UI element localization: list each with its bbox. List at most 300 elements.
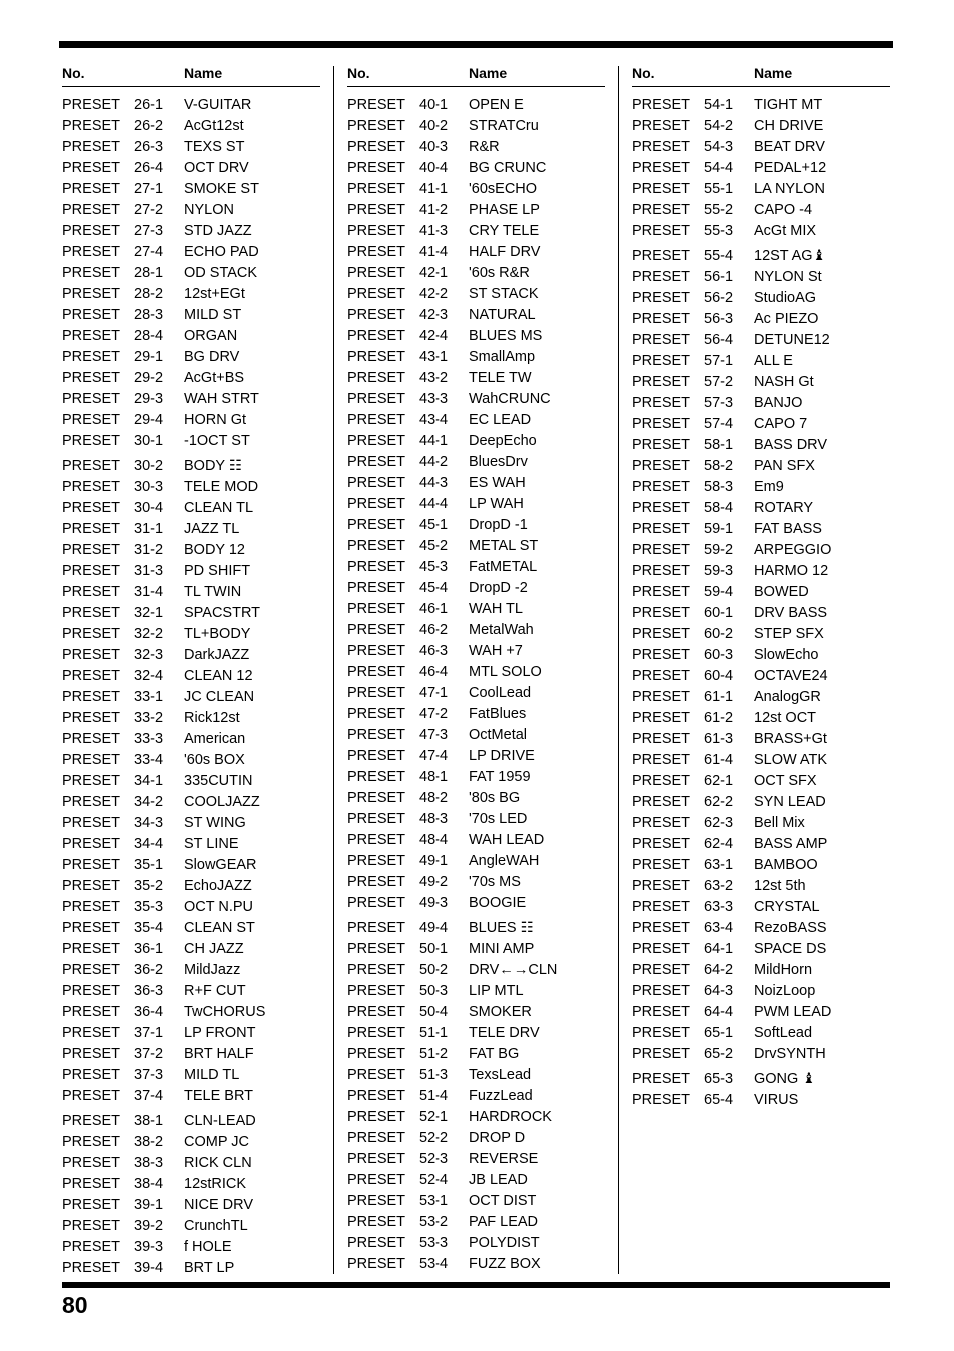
preset-row — [62, 1065, 320, 1086]
preset-row — [62, 540, 320, 561]
preset-bank: PRESET — [62, 710, 121, 726]
preset-row — [347, 620, 605, 641]
preset-name: BG CRUNC — [469, 160, 547, 176]
preset-bank: PRESET — [62, 1155, 121, 1171]
preset-number: 28-2 — [134, 286, 164, 302]
preset-number: 46-1 — [419, 601, 449, 617]
preset-bank: PRESET — [62, 181, 121, 197]
header-name: Name — [469, 65, 508, 81]
preset-bank: PRESET — [632, 563, 691, 579]
preset-row — [632, 498, 890, 519]
preset-number: 51-2 — [419, 1046, 449, 1062]
preset-row — [632, 414, 890, 435]
preset-name: BG DRV — [184, 349, 240, 365]
preset-name: SMOKE ST — [184, 181, 259, 197]
preset-number: 39-4 — [134, 1260, 164, 1276]
preset-number: 58-4 — [704, 500, 734, 516]
preset-row — [62, 410, 320, 431]
preset-name: TL TWIN — [184, 584, 242, 600]
preset-row — [632, 158, 890, 179]
preset-row — [62, 179, 320, 200]
preset-number: 38-4 — [134, 1176, 164, 1192]
preset-number: 60-4 — [704, 668, 734, 684]
preset-row — [62, 1258, 320, 1279]
preset-row — [347, 1023, 605, 1044]
preset-name: 12stRICK — [184, 1176, 247, 1192]
preset-name: HARMO 12 — [754, 563, 829, 579]
preset-name: 12st 5th — [754, 878, 806, 894]
preset-number: 53-1 — [419, 1193, 449, 1209]
column-divider — [618, 66, 619, 1274]
preset-row — [632, 897, 890, 918]
preset-row — [62, 771, 320, 792]
preset-row — [632, 876, 890, 897]
preset-row — [62, 1216, 320, 1237]
preset-row — [347, 893, 605, 914]
preset-number: 64-2 — [704, 962, 734, 978]
preset-number: 55-2 — [704, 202, 734, 218]
preset-bank: PRESET — [62, 458, 121, 474]
preset-name: ST WING — [184, 815, 246, 831]
preset-row — [62, 603, 320, 624]
preset-row — [632, 855, 890, 876]
preset-number: 50-2 — [419, 962, 449, 978]
preset-name: WAH TL — [469, 601, 523, 617]
preset-name: LP DRIVE — [469, 748, 535, 764]
preset-number: 50-1 — [419, 941, 449, 957]
preset-bank: PRESET — [347, 370, 406, 386]
preset-bank: PRESET — [347, 559, 406, 575]
preset-name: SPACSTRT — [184, 605, 261, 621]
preset-bank: PRESET — [347, 643, 406, 659]
preset-name: TELE BRT — [184, 1088, 254, 1104]
preset-number: 48-2 — [419, 790, 449, 806]
preset-bank: PRESET — [632, 920, 691, 936]
preset-name: JAZZ TL — [184, 521, 240, 537]
preset-row — [62, 1153, 320, 1174]
preset-row — [632, 137, 890, 158]
preset-row — [347, 515, 605, 536]
preset-list — [347, 95, 605, 1275]
preset-name: MILD ST — [184, 307, 242, 323]
preset-number: 32-2 — [134, 626, 164, 642]
preset-bank: PRESET — [347, 412, 406, 428]
preset-bank: PRESET — [62, 773, 121, 789]
preset-row — [347, 347, 605, 368]
preset-row — [632, 834, 890, 855]
preset-bank: PRESET — [347, 1214, 406, 1230]
preset-bank: PRESET — [347, 454, 406, 470]
preset-number: 45-4 — [419, 580, 449, 596]
preset-bank: PRESET — [632, 139, 691, 155]
preset-row — [632, 750, 890, 771]
preset-row — [347, 1254, 605, 1275]
preset-number: 34-4 — [134, 836, 164, 852]
preset-row — [347, 284, 605, 305]
preset-name: OCT DIST — [469, 1193, 537, 1209]
preset-row — [62, 645, 320, 666]
preset-number: 47-1 — [419, 685, 449, 701]
preset-number: 47-4 — [419, 748, 449, 764]
preset-bank: PRESET — [347, 664, 406, 680]
preset-name: WAH STRT — [184, 391, 259, 407]
preset-number: 32-1 — [134, 605, 164, 621]
preset-row — [347, 389, 605, 410]
preset-bank: PRESET — [62, 139, 121, 155]
preset-name: ES WAH — [469, 475, 526, 491]
preset-bank: PRESET — [632, 395, 691, 411]
preset-name: CH JAZZ — [184, 941, 244, 957]
preset-name: DRV BASS — [754, 605, 828, 621]
preset-row — [347, 137, 605, 158]
preset-row — [62, 939, 320, 960]
preset-bank: PRESET — [62, 899, 121, 915]
preset-number: 44-1 — [419, 433, 449, 449]
preset-row — [62, 242, 320, 263]
preset-number: 52-4 — [419, 1172, 449, 1188]
preset-name: American — [184, 731, 246, 747]
preset-bank: PRESET — [347, 920, 406, 936]
preset-name: RezoBASS — [754, 920, 827, 936]
preset-row — [347, 960, 605, 981]
preset-number: 33-2 — [134, 710, 164, 726]
preset-number: 31-4 — [134, 584, 164, 600]
preset-bank: PRESET — [347, 706, 406, 722]
preset-number: 49-1 — [419, 853, 449, 869]
preset-name: NICE DRV — [184, 1197, 254, 1213]
preset-bank: PRESET — [632, 1004, 691, 1020]
preset-row — [347, 1149, 605, 1170]
preset-bank: PRESET — [62, 500, 121, 516]
preset-row — [62, 305, 320, 326]
preset-number: 55-1 — [704, 181, 734, 197]
preset-row — [632, 519, 890, 540]
preset-name: TELE TW — [469, 370, 532, 386]
preset-number: 31-2 — [134, 542, 164, 558]
preset-number: 43-2 — [419, 370, 449, 386]
preset-row — [62, 347, 320, 368]
preset-name: '60sECHO — [469, 181, 538, 197]
preset-number: 40-3 — [419, 139, 449, 155]
preset-row — [347, 536, 605, 557]
preset-bank: PRESET — [347, 433, 406, 449]
preset-row — [632, 351, 890, 372]
preset-number: 29-1 — [134, 349, 164, 365]
preset-number: 38-1 — [134, 1113, 164, 1129]
preset-row — [62, 284, 320, 305]
preset-name: EchoJAZZ — [184, 878, 252, 894]
preset-number: 60-2 — [704, 626, 734, 642]
preset-number: 54-2 — [704, 118, 734, 134]
preset-row — [62, 326, 320, 347]
preset-bank: PRESET — [62, 941, 121, 957]
preset-row — [62, 221, 320, 242]
preset-row — [62, 200, 320, 221]
preset-name: FAT BASS — [754, 521, 822, 537]
preset-name: CH DRIVE — [754, 118, 824, 134]
preset-bank: PRESET — [347, 160, 406, 176]
preset-name: AnalogGR — [754, 689, 821, 705]
preset-row — [62, 477, 320, 498]
preset-number: 44-2 — [419, 454, 449, 470]
preset-bank: PRESET — [62, 815, 121, 831]
preset-number: 28-3 — [134, 307, 164, 323]
preset-name: CLEAN ST — [184, 920, 255, 936]
preset-bank: PRESET — [347, 601, 406, 617]
preset-name: SPACE DS — [754, 941, 827, 957]
preset-name: BRT HALF — [184, 1046, 254, 1062]
preset-row — [62, 431, 320, 452]
preset-number: 53-4 — [419, 1256, 449, 1272]
preset-bank: PRESET — [347, 983, 406, 999]
preset-bank: PRESET — [62, 731, 121, 747]
preset-row — [62, 158, 320, 179]
preset-name: OCT SFX — [754, 773, 817, 789]
preset-bank: PRESET — [632, 752, 691, 768]
preset-bank: PRESET — [347, 811, 406, 827]
preset-number: 58-3 — [704, 479, 734, 495]
preset-row — [632, 708, 890, 729]
preset-name: LA NYLON — [754, 181, 825, 197]
preset-bank: PRESET — [62, 1046, 121, 1062]
preset-name: BLUES ☷ — [469, 920, 534, 936]
preset-number: 33-3 — [134, 731, 164, 747]
preset-bank: PRESET — [632, 521, 691, 537]
preset-number: 45-1 — [419, 517, 449, 533]
preset-bank: PRESET — [62, 1067, 121, 1083]
column-header — [632, 62, 890, 87]
preset-number: 56-1 — [704, 269, 734, 285]
preset-number: 37-4 — [134, 1088, 164, 1104]
preset-name: SMOKER — [469, 1004, 532, 1020]
preset-bank: PRESET — [632, 181, 691, 197]
preset-number: 51-4 — [419, 1088, 449, 1104]
preset-name: FUZZ BOX — [469, 1256, 541, 1272]
preset-number: 31-1 — [134, 521, 164, 537]
preset-number: 26-3 — [134, 139, 164, 155]
preset-number: 56-2 — [704, 290, 734, 306]
preset-bank: PRESET — [62, 202, 121, 218]
preset-name: BRASS+Gt — [754, 731, 827, 747]
preset-name: WAH LEAD — [469, 832, 545, 848]
preset-bank: PRESET — [632, 962, 691, 978]
preset-row — [632, 1002, 890, 1023]
preset-row — [347, 918, 605, 939]
preset-bank: PRESET — [62, 1176, 121, 1192]
preset-bank: PRESET — [62, 584, 121, 600]
preset-name: LIP MTL — [469, 983, 524, 999]
preset-number: 50-4 — [419, 1004, 449, 1020]
preset-number: 35-2 — [134, 878, 164, 894]
preset-name: BODY ☷ — [184, 458, 242, 474]
header-name: Name — [184, 65, 223, 81]
preset-bank: PRESET — [347, 769, 406, 785]
preset-number: 34-2 — [134, 794, 164, 810]
preset-bank: PRESET — [347, 1130, 406, 1146]
preset-name: DETUNE12 — [754, 332, 830, 348]
preset-number: 33-1 — [134, 689, 164, 705]
preset-bank: PRESET — [62, 983, 121, 999]
column-header — [62, 62, 320, 87]
preset-number: 55-3 — [704, 223, 734, 239]
preset-bank: PRESET — [347, 1088, 406, 1104]
preset-bank: PRESET — [62, 479, 121, 495]
preset-bank: PRESET — [347, 202, 406, 218]
preset-row — [347, 1191, 605, 1212]
preset-row — [347, 1233, 605, 1254]
preset-name: GONG ♝ — [754, 1071, 816, 1087]
preset-bank: PRESET — [62, 920, 121, 936]
preset-number: 54-1 — [704, 97, 734, 113]
preset-number: 46-3 — [419, 643, 449, 659]
preset-number: 34-1 — [134, 773, 164, 789]
preset-number: 26-1 — [134, 97, 164, 113]
preset-row — [62, 729, 320, 750]
preset-bank: PRESET — [62, 878, 121, 894]
preset-number: 53-3 — [419, 1235, 449, 1251]
preset-name: ORGAN — [184, 328, 238, 344]
preset-name: OCT DRV — [184, 160, 249, 176]
preset-number: 64-4 — [704, 1004, 734, 1020]
preset-number: 40-1 — [419, 97, 449, 113]
preset-row — [62, 582, 320, 603]
preset-bank: PRESET — [62, 1113, 121, 1129]
preset-row — [632, 116, 890, 137]
preset-number: 45-3 — [419, 559, 449, 575]
preset-number: 41-4 — [419, 244, 449, 260]
preset-name: 335CUTIN — [184, 773, 253, 789]
preset-name: OD STACK — [184, 265, 258, 281]
preset-bank: PRESET — [62, 857, 121, 873]
preset-name: '60s BOX — [184, 752, 245, 768]
preset-number: 46-2 — [419, 622, 449, 638]
preset-name: DropD -2 — [469, 580, 528, 596]
preset-bank: PRESET — [632, 794, 691, 810]
preset-name: LP FRONT — [184, 1025, 256, 1041]
preset-name: CRY TELE — [469, 223, 540, 239]
preset-number: 48-1 — [419, 769, 449, 785]
preset-name: FuzzLead — [469, 1088, 533, 1104]
preset-row — [632, 729, 890, 750]
preset-number: 63-2 — [704, 878, 734, 894]
preset-number: 52-1 — [419, 1109, 449, 1125]
preset-bank: PRESET — [632, 1025, 691, 1041]
preset-name: DarkJAZZ — [184, 647, 250, 663]
preset-number: 28-4 — [134, 328, 164, 344]
preset-row — [632, 792, 890, 813]
preset-number: 33-4 — [134, 752, 164, 768]
preset-bank: PRESET — [62, 370, 121, 386]
preset-name: CRYSTAL — [754, 899, 820, 915]
preset-number: 26-4 — [134, 160, 164, 176]
preset-row — [347, 179, 605, 200]
preset-row — [632, 435, 890, 456]
preset-name: OCT N.PU — [184, 899, 254, 915]
preset-number: 38-2 — [134, 1134, 164, 1150]
preset-bank: PRESET — [347, 941, 406, 957]
preset-name: ECHO PAD — [184, 244, 259, 260]
preset-name: PWM LEAD — [754, 1004, 832, 1020]
preset-name: 12ST AG♝ — [754, 248, 826, 264]
preset-row — [62, 368, 320, 389]
preset-name: MINI AMP — [469, 941, 535, 957]
preset-name: SoftLead — [754, 1025, 813, 1041]
preset-number: 32-4 — [134, 668, 164, 684]
preset-row — [62, 981, 320, 1002]
preset-bank: PRESET — [62, 626, 121, 642]
preset-row — [347, 557, 605, 578]
preset-bank: PRESET — [347, 790, 406, 806]
preset-bank: PRESET — [632, 542, 691, 558]
preset-name: VIRUS — [754, 1092, 799, 1108]
preset-bank: PRESET — [62, 286, 121, 302]
preset-bank: PRESET — [632, 248, 691, 264]
preset-row — [62, 389, 320, 410]
preset-number: 59-4 — [704, 584, 734, 600]
preset-bank: PRESET — [347, 1067, 406, 1083]
preset-bank: PRESET — [632, 983, 691, 999]
preset-number: 29-3 — [134, 391, 164, 407]
preset-number: 51-3 — [419, 1067, 449, 1083]
preset-name: FatBlues — [469, 706, 527, 722]
preset-number: 34-3 — [134, 815, 164, 831]
preset-bank: PRESET — [347, 1151, 406, 1167]
preset-bank: PRESET — [347, 349, 406, 365]
header-no: No. — [632, 65, 655, 81]
preset-name: ALL E — [754, 353, 793, 369]
preset-bank: PRESET — [632, 668, 691, 684]
preset-number: 58-2 — [704, 458, 734, 474]
preset-bank: PRESET — [632, 857, 691, 873]
preset-bank: PRESET — [632, 731, 691, 747]
preset-bank: PRESET — [62, 1004, 121, 1020]
preset-number: 29-4 — [134, 412, 164, 428]
preset-row — [347, 981, 605, 1002]
preset-list — [632, 95, 890, 1111]
preset-bank: PRESET — [347, 538, 406, 554]
preset-row — [347, 494, 605, 515]
preset-bank: PRESET — [62, 328, 121, 344]
preset-number: 49-2 — [419, 874, 449, 890]
preset-number: 42-4 — [419, 328, 449, 344]
preset-name: SmallAmp — [469, 349, 536, 365]
preset-name: SlowEcho — [754, 647, 819, 663]
preset-number: 39-2 — [134, 1218, 164, 1234]
preset-row — [632, 981, 890, 1002]
preset-name: STD JAZZ — [184, 223, 252, 239]
header-name: Name — [754, 65, 793, 81]
preset-row — [347, 939, 605, 960]
preset-bank: PRESET — [632, 202, 691, 218]
preset-number: 38-3 — [134, 1155, 164, 1171]
preset-name: HARDROCK — [469, 1109, 552, 1125]
preset-bank: PRESET — [347, 874, 406, 890]
preset-row — [347, 872, 605, 893]
preset-bank: PRESET — [632, 353, 691, 369]
preset-number: 61-2 — [704, 710, 734, 726]
preset-name: Rick12st — [184, 710, 240, 726]
preset-row — [62, 1086, 320, 1107]
preset-name: BOOGIE — [469, 895, 527, 911]
preset-number: 59-1 — [704, 521, 734, 537]
preset-name: TIGHT MT — [754, 97, 823, 113]
preset-number: 30-3 — [134, 479, 164, 495]
preset-list — [62, 95, 320, 1279]
preset-bank: PRESET — [347, 685, 406, 701]
preset-bank: PRESET — [62, 605, 121, 621]
preset-row — [347, 578, 605, 599]
preset-row — [62, 1044, 320, 1065]
